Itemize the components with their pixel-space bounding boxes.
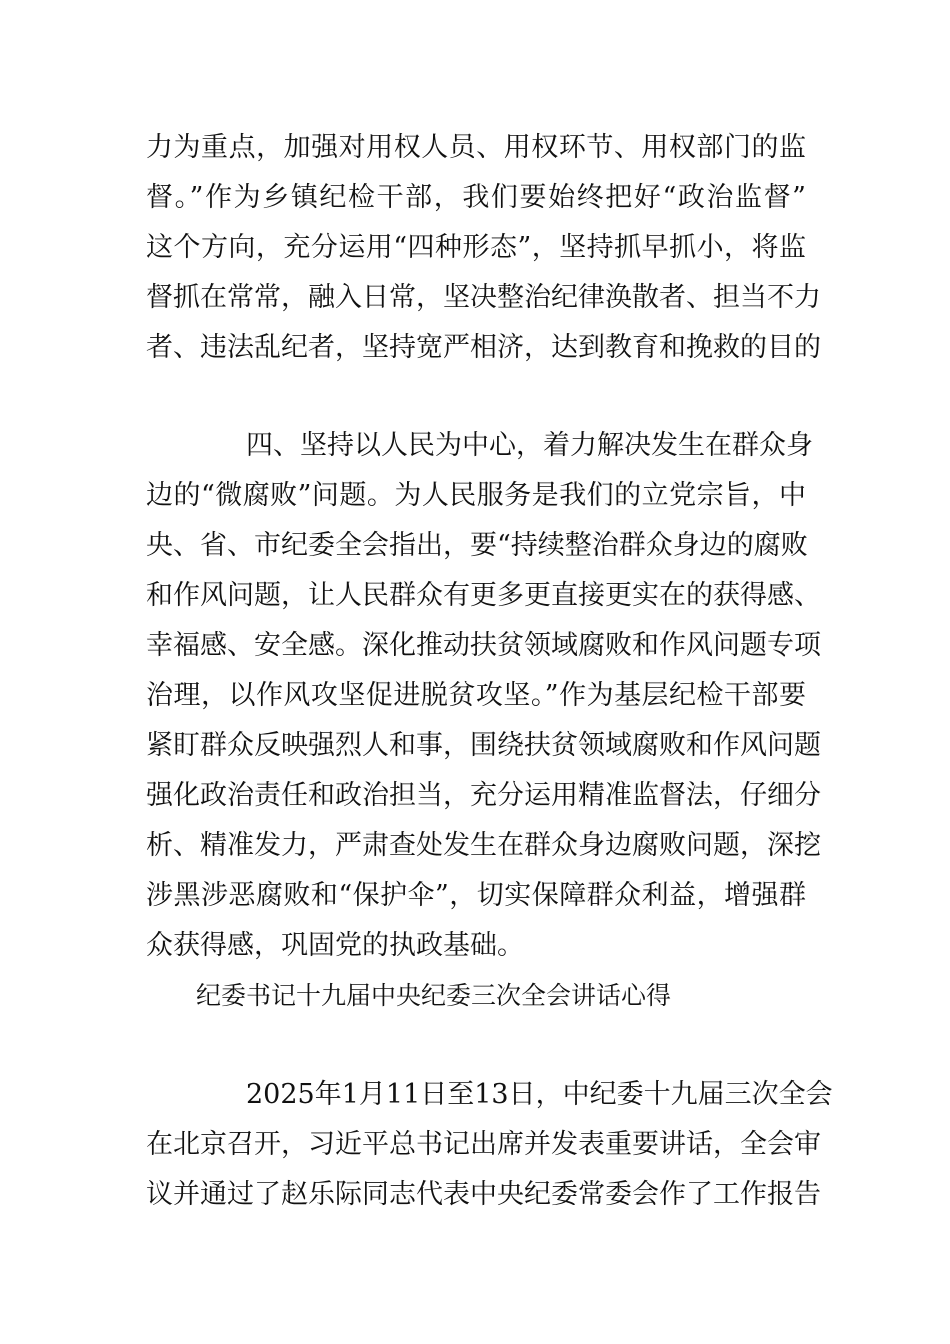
paragraph-1-line-1: 力为重点，加强对用权人员、用权环节、用权部门的监 (146, 132, 806, 163)
paragraph-1-line-5: 者、违法乱纪者，坚持宽严相济，达到教育和挽救的目的 (146, 332, 821, 363)
paragraph-1-line-3: 这个方向，充分运用“四种形态”，坚持抓早抓小，将监 (146, 232, 806, 263)
paragraph-2-line-1: 四、坚持以人民为中心，着力解决发生在群众身 (246, 430, 813, 461)
paragraph-1-line-4: 督抓在常常，融入日常，坚决整治纪律涣散者、担当不力 (146, 282, 821, 313)
paragraph-2-line-9: 析、精准发力，严肃查处发生在群众身边腐败问题，深挖 (146, 830, 821, 861)
paragraph-3-line-1: 2025年1月11日至13日，中纪委十九届三次全会 (246, 1079, 833, 1110)
paragraph-2-line-10: 涉黑涉恶腐败和“保护伞”，切实保障群众利益，增强群 (146, 880, 806, 911)
paragraph-2-line-4: 和作风问题，让人民群众有更多更直接更实在的获得感、 (146, 580, 821, 611)
paragraph-2-line-3: 央、省、市纪委全会指出，要“持续整治群众身边的腐败 (146, 530, 808, 561)
paragraph-3-line-3: 议并通过了赵乐际同志代表中央纪委常委会作了工作报告 (146, 1179, 821, 1210)
paragraph-1-line-2: 督。”作为乡镇纪检干部，我们要始终把好“政治监督” (146, 182, 806, 213)
paragraph-2-line-7: 紧盯群众反映强烈人和事，围绕扶贫领域腐败和作风问题 (146, 730, 821, 761)
paragraph-2-line-6: 治理，以作风攻坚促进脱贫攻坚。”作为基层纪检干部要 (146, 680, 806, 711)
section-heading: 纪委书记十九届中央纪委三次全会讲话心得 (196, 981, 672, 1010)
paragraph-2-line-8: 强化政治责任和政治担当，充分运用精准监督法，仔细分 (146, 780, 821, 811)
paragraph-2-line-2: 边的“微腐败”问题。为人民服务是我们的立党宗旨，中 (146, 480, 806, 511)
paragraph-2-line-11: 众获得感，巩固党的执政基础。 (146, 930, 524, 961)
paragraph-2-line-5: 幸福感、安全感。深化推动扶贫领域腐败和作风问题专项 (146, 630, 821, 661)
paragraph-3-line-2: 在北京召开，习近平总书记出席并发表重要讲话，全会审 (146, 1129, 821, 1160)
